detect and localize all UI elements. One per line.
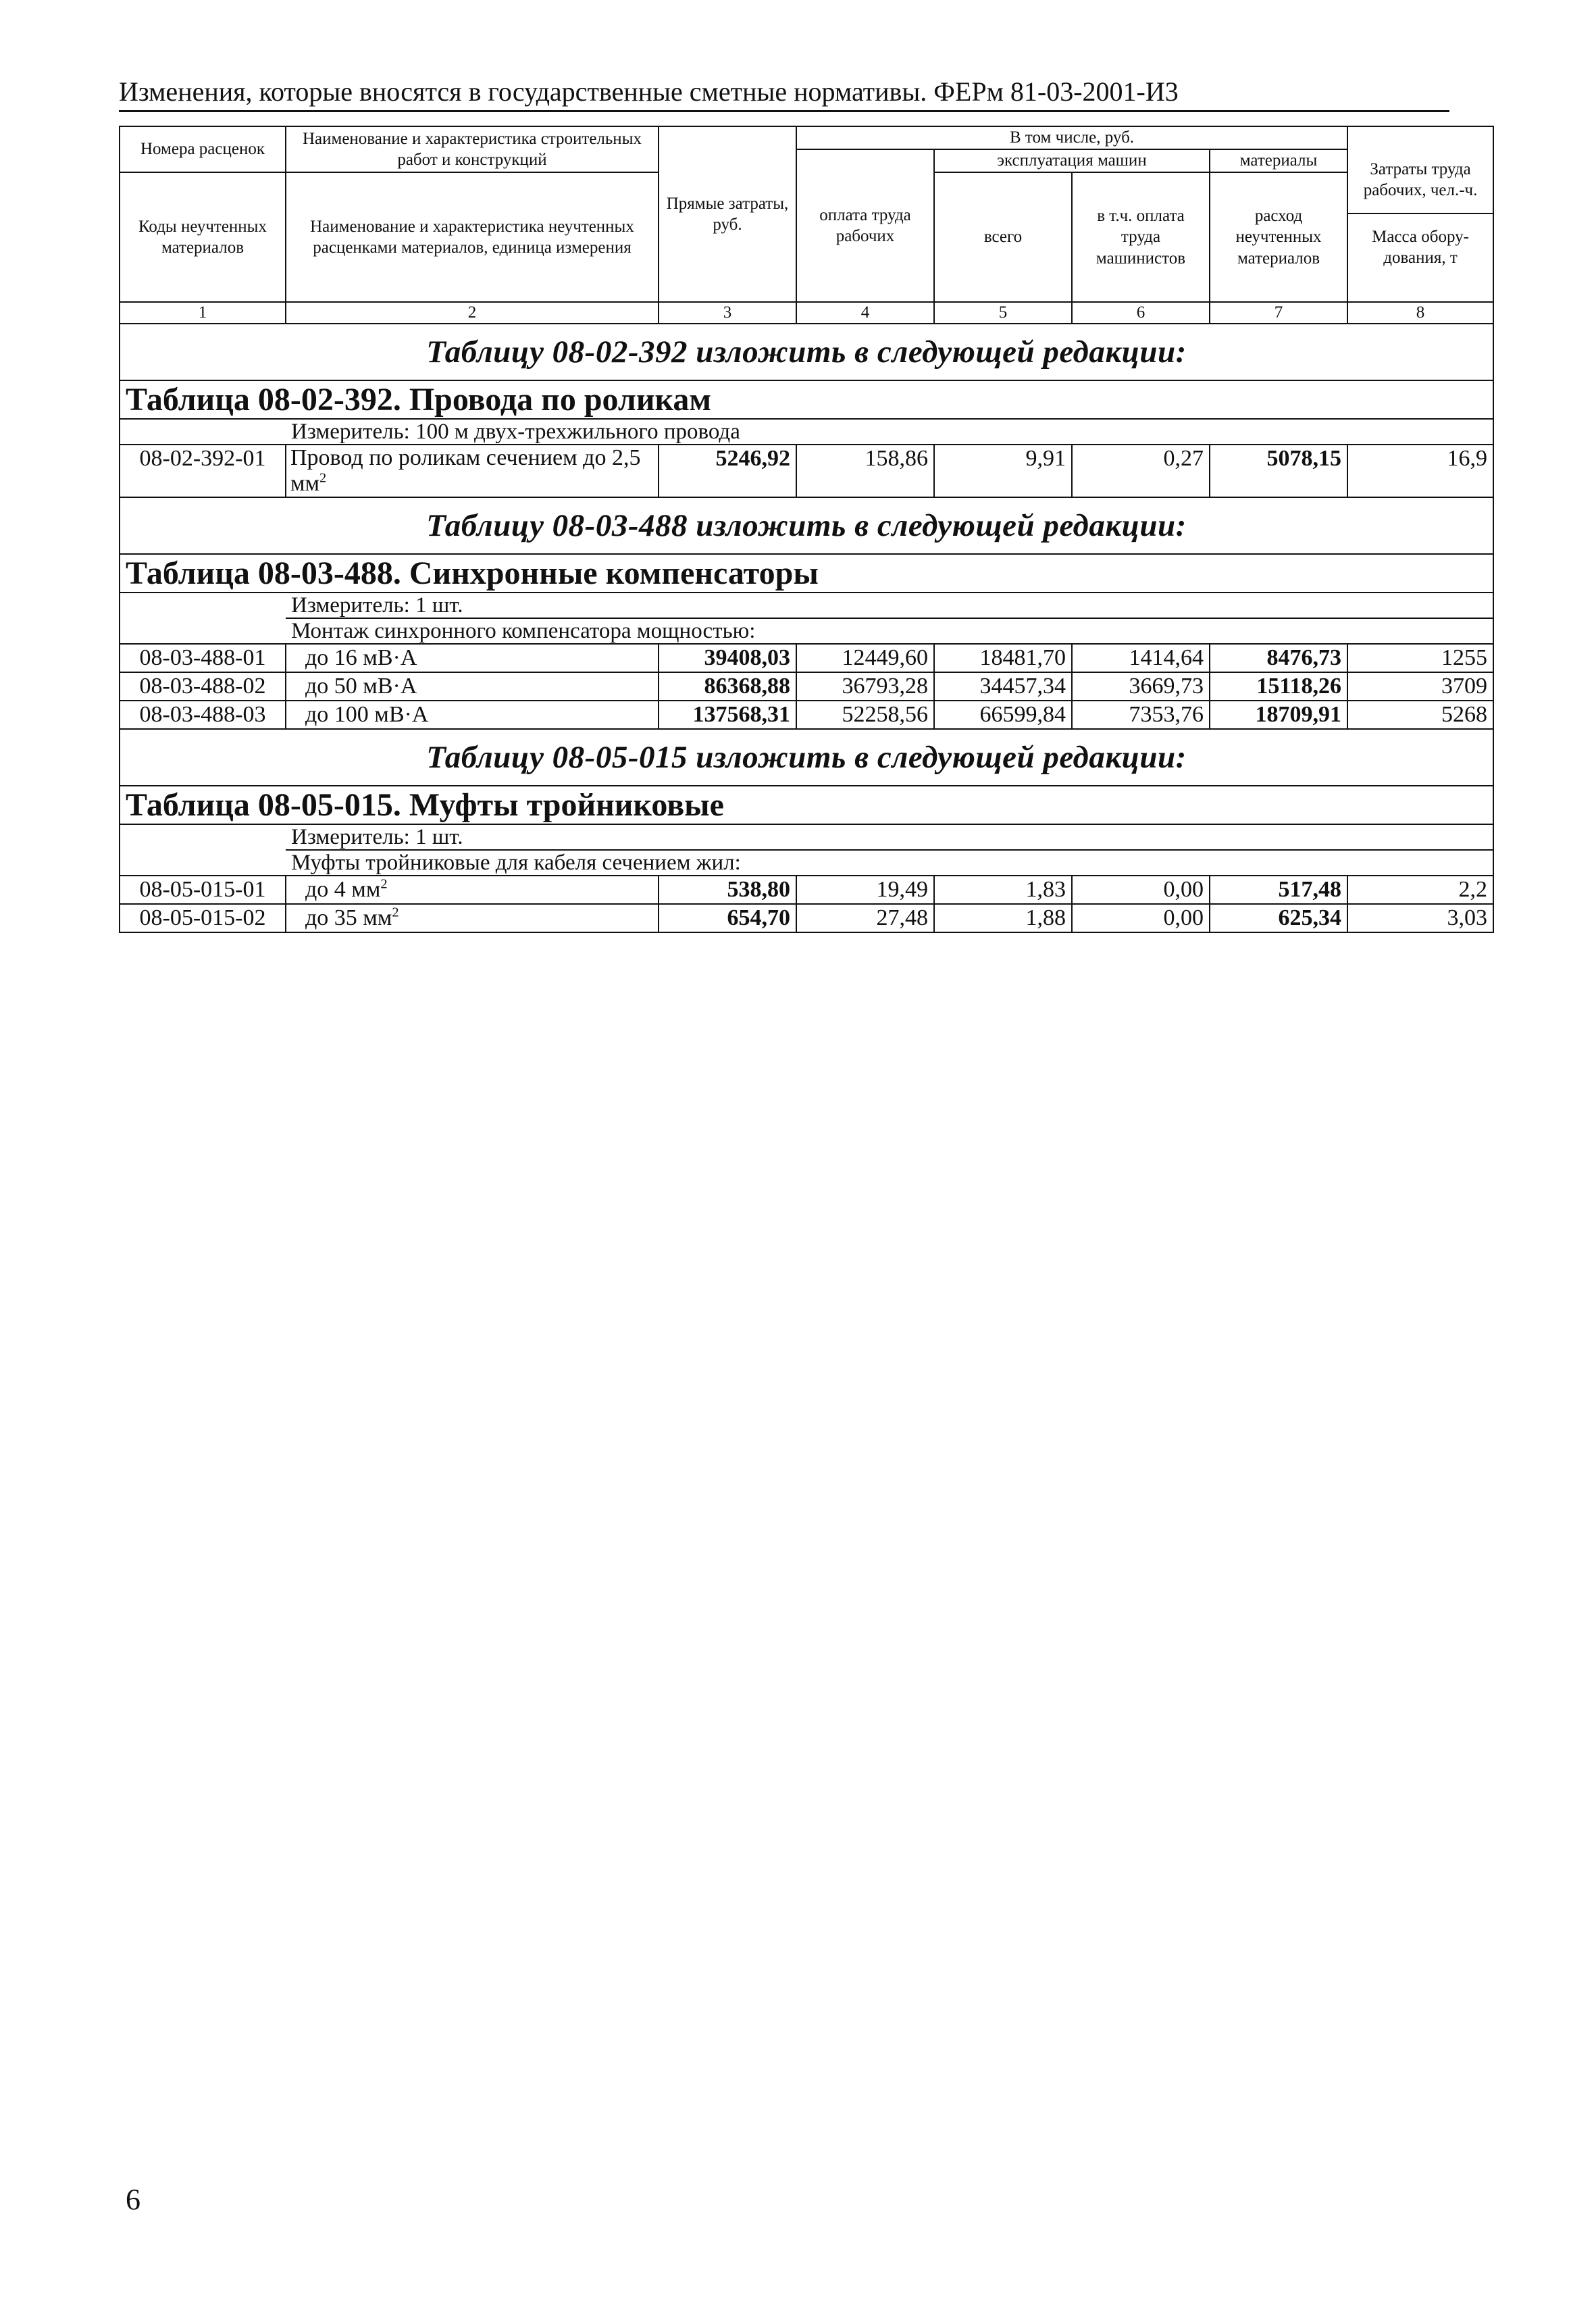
blank-cell bbox=[120, 419, 286, 445]
rate-code: 08-03-488-02 bbox=[120, 672, 286, 701]
blank-cell bbox=[120, 824, 286, 850]
col5-header: всего bbox=[934, 172, 1072, 302]
col-number: 5 bbox=[934, 302, 1072, 324]
machinist-wage: 7353,76 bbox=[1072, 701, 1210, 729]
table-title: Таблица 08-03-488. Синхронные компенсаторы bbox=[120, 554, 1493, 593]
labor-cost: 2,2 bbox=[1347, 876, 1493, 904]
rate-code: 08-05-015-02 bbox=[120, 904, 286, 932]
machinist-wage: 0,00 bbox=[1072, 904, 1210, 932]
col6-header: в т.ч. оплата труда машинистов bbox=[1072, 172, 1210, 302]
wage-cost: 19,49 bbox=[796, 876, 934, 904]
machinist-wage: 1414,64 bbox=[1072, 644, 1210, 672]
direct-cost: 538,80 bbox=[659, 876, 796, 904]
direct-cost: 654,70 bbox=[659, 904, 796, 932]
table-title: Таблица 08-05-015. Муфты тройниковые bbox=[120, 786, 1493, 824]
col-number: 4 bbox=[796, 302, 934, 324]
col8-header-top: Затраты труда рабочих, чел.-ч. bbox=[1363, 159, 1478, 199]
work-name bbox=[286, 904, 659, 932]
labor-cost: 3709 bbox=[1347, 672, 1493, 701]
material-cost: 18709,91 bbox=[1210, 701, 1347, 729]
superscript: 2 bbox=[392, 905, 399, 920]
column-number-row bbox=[120, 302, 1493, 324]
wage-cost: 36793,28 bbox=[796, 672, 934, 701]
col-number: 6 bbox=[1072, 302, 1210, 324]
work-name: до 50 мВ·А bbox=[286, 672, 659, 701]
col-number: 8 bbox=[1347, 302, 1493, 324]
section-banner bbox=[120, 497, 1493, 554]
work-name-text: до 35 мм bbox=[305, 905, 392, 930]
measure-label: Измеритель: 100 м двух-трехжильного провода bbox=[286, 419, 1493, 445]
page-number: 6 bbox=[126, 2183, 140, 2216]
col3-header: Прямые затраты, руб. bbox=[659, 126, 796, 302]
banner-text: Таблицу 08-03-488 изложить в следующей редакции: bbox=[120, 497, 1493, 554]
machine-cost: 9,91 bbox=[934, 445, 1072, 497]
table-row bbox=[120, 644, 1493, 672]
work-name bbox=[286, 445, 659, 497]
col-number: 1 bbox=[120, 302, 286, 324]
measure-label: Измеритель: 1 шт. bbox=[286, 824, 1493, 850]
estimate-table bbox=[119, 126, 1494, 933]
material-cost: 625,34 bbox=[1210, 904, 1347, 932]
col2-header-bottom: Наименование и характеристика неучтенных расценками материалов, единица измерения bbox=[286, 172, 659, 302]
running-title: Изменения, которые вносятся в государственные сметные нормативы. ФЕРм 81-03-2001-И3 bbox=[119, 76, 1449, 112]
col7-header: расход неучтенных материалов bbox=[1210, 172, 1347, 302]
table-row bbox=[120, 876, 1493, 904]
col-number: 2 bbox=[286, 302, 659, 324]
blank-cell bbox=[120, 618, 286, 644]
labor-cost: 3,03 bbox=[1347, 904, 1493, 932]
section-banner bbox=[120, 324, 1493, 380]
superscript: 2 bbox=[380, 876, 388, 892]
work-name: до 16 мВ·А bbox=[286, 644, 659, 672]
work-name-text: до 4 мм bbox=[305, 877, 381, 902]
labor-cost: 1255 bbox=[1347, 644, 1493, 672]
col1-header-bottom: Коды неучтенных материалов bbox=[120, 172, 286, 302]
material-cost: 15118,26 bbox=[1210, 672, 1347, 701]
direct-cost: 137568,31 bbox=[659, 701, 796, 729]
labor-cost: 16,9 bbox=[1347, 445, 1493, 497]
rate-code: 08-03-488-01 bbox=[120, 644, 286, 672]
machinist-wage: 0,00 bbox=[1072, 876, 1210, 904]
work-name: до 100 мВ·А bbox=[286, 701, 659, 729]
table-row bbox=[120, 701, 1493, 729]
wage-cost: 27,48 bbox=[796, 904, 934, 932]
banner-text: Таблицу 08-05-015 изложить в следующей редакции: bbox=[120, 729, 1493, 786]
superscript: 2 bbox=[319, 470, 327, 486]
section-banner bbox=[120, 729, 1493, 786]
table-row bbox=[120, 904, 1493, 932]
machinist-wage: 3669,73 bbox=[1072, 672, 1210, 701]
document-body bbox=[119, 126, 1493, 933]
work-name-text: Провод по роликам сечением до 2,5 мм bbox=[290, 445, 641, 496]
header-row-1 bbox=[120, 126, 1493, 149]
group-row bbox=[120, 850, 1493, 876]
measure-row bbox=[120, 824, 1493, 850]
material-cost: 8476,73 bbox=[1210, 644, 1347, 672]
blank-cell bbox=[120, 593, 286, 618]
materials-header: материалы bbox=[1210, 149, 1347, 172]
table-title-row bbox=[120, 786, 1493, 824]
group-label: Муфты тройниковые для кабеля сечением жил: bbox=[286, 850, 1493, 876]
table-title: Таблица 08-02-392. Провода по роликам bbox=[120, 380, 1493, 419]
table-title-row bbox=[120, 380, 1493, 419]
labor-cost: 5268 bbox=[1347, 701, 1493, 729]
col4-header: оплата труда рабочих bbox=[796, 149, 934, 302]
measure-row bbox=[120, 593, 1493, 618]
machinist-wage: 0,27 bbox=[1072, 445, 1210, 497]
blank-cell bbox=[120, 850, 286, 876]
machine-cost: 1,83 bbox=[934, 876, 1072, 904]
col-number: 7 bbox=[1210, 302, 1347, 324]
col1-header-top: Номера расценок bbox=[120, 126, 286, 172]
wage-cost: 52258,56 bbox=[796, 701, 934, 729]
material-cost: 5078,15 bbox=[1210, 445, 1347, 497]
col8-header bbox=[1347, 126, 1493, 302]
machine-cost: 66599,84 bbox=[934, 701, 1072, 729]
table-row bbox=[120, 445, 1493, 497]
direct-cost: 5246,92 bbox=[659, 445, 796, 497]
direct-cost: 39408,03 bbox=[659, 644, 796, 672]
machine-cost: 18481,70 bbox=[934, 644, 1072, 672]
wage-cost: 12449,60 bbox=[796, 644, 934, 672]
banner-text: Таблицу 08-02-392 изложить в следующей редакции: bbox=[120, 324, 1493, 380]
direct-cost: 86368,88 bbox=[659, 672, 796, 701]
measure-label: Измеритель: 1 шт. bbox=[286, 593, 1493, 618]
work-name bbox=[286, 876, 659, 904]
wage-cost: 158,86 bbox=[796, 445, 934, 497]
rate-code: 08-03-488-03 bbox=[120, 701, 286, 729]
incl-header: В том числе, руб. bbox=[796, 126, 1347, 149]
machine-cost: 34457,34 bbox=[934, 672, 1072, 701]
group-label: Монтаж синхронного компенсатора мощностью: bbox=[286, 618, 1493, 644]
table-row bbox=[120, 672, 1493, 701]
col8-header-bottom: Масса обору-дования, т bbox=[1348, 213, 1493, 274]
col2-header-top: Наименование и характеристика строительных работ и конструкций bbox=[286, 126, 659, 172]
table-title-row bbox=[120, 554, 1493, 593]
machines-header: эксплуатация машин bbox=[934, 149, 1210, 172]
rate-code: 08-05-015-01 bbox=[120, 876, 286, 904]
rate-code: 08-02-392-01 bbox=[120, 445, 286, 497]
machine-cost: 1,88 bbox=[934, 904, 1072, 932]
group-row bbox=[120, 618, 1493, 644]
col-number: 3 bbox=[659, 302, 796, 324]
measure-row bbox=[120, 419, 1493, 445]
material-cost: 517,48 bbox=[1210, 876, 1347, 904]
